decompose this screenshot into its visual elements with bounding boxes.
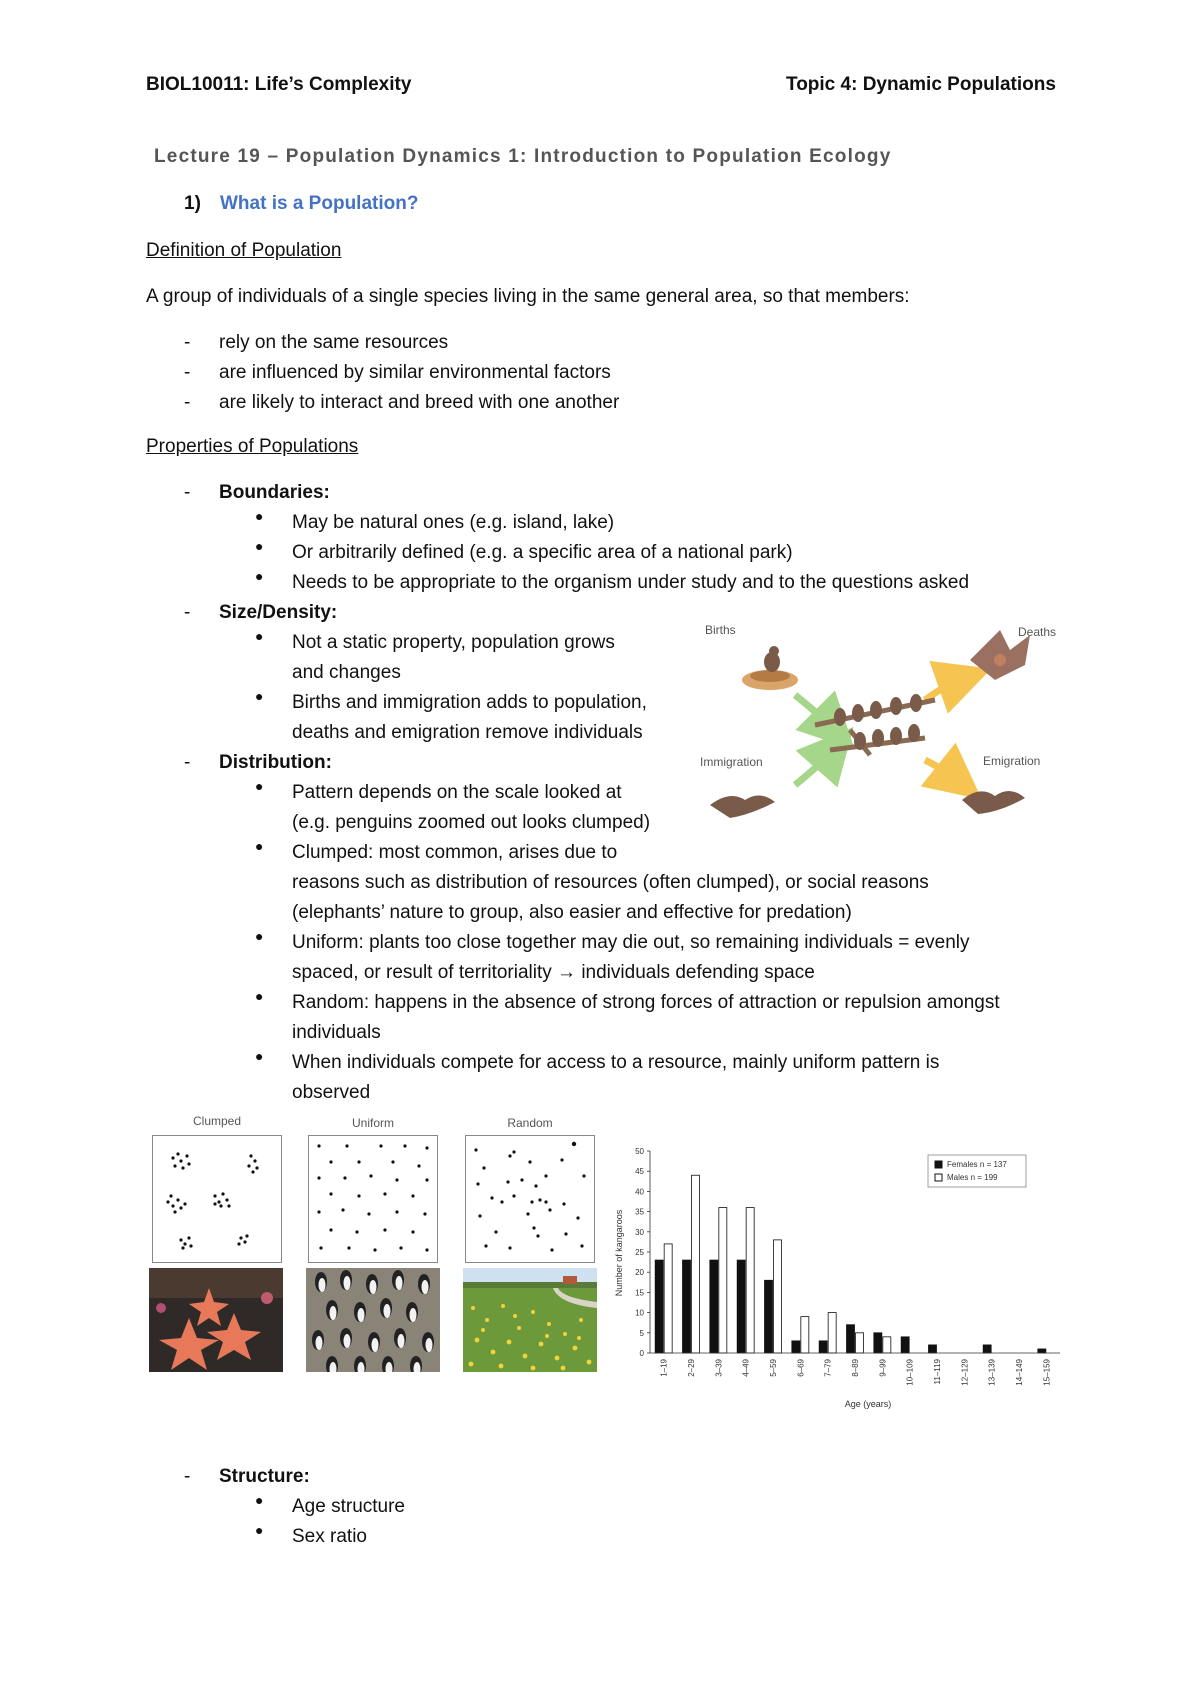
- size-item-line: and changes: [292, 662, 401, 683]
- distribution-item-line: Uniform: plants too close together may die out, so remaining individuals = evenly: [292, 932, 970, 953]
- dash-bullet: -: [184, 602, 191, 623]
- field-image: [463, 1268, 597, 1372]
- bar-males: [856, 1333, 864, 1353]
- uniform-label: Uniform: [351, 1116, 394, 1130]
- bar-females: [710, 1260, 718, 1353]
- definition-item: rely on the same resources: [219, 332, 449, 353]
- clumped-dots: [153, 1136, 281, 1262]
- x-tick-label: 13–139: [987, 1359, 997, 1386]
- clumped-dot-panel: [152, 1135, 282, 1263]
- x-tick-label: 2–29: [687, 1359, 696, 1377]
- births-label: Births: [705, 623, 736, 637]
- bar-females: [655, 1260, 663, 1353]
- dash-bullet: -: [184, 362, 191, 383]
- dot-bullet: ●: [255, 688, 264, 704]
- y-tick-label: 10: [635, 1308, 644, 1318]
- bar-females: [929, 1345, 937, 1353]
- bar-females: [683, 1260, 691, 1353]
- distribution-item-line: individuals: [292, 1022, 381, 1043]
- y-tick-label: 25: [635, 1248, 644, 1257]
- bar-males: [774, 1240, 782, 1353]
- age-structure-chart: [610, 1135, 1070, 1410]
- size-item-line: Not a static property, population grows: [292, 632, 615, 653]
- course-title: BIOL10011: Life’s Complexity: [146, 74, 412, 95]
- definition-item: are influenced by similar environmental factors: [219, 362, 611, 383]
- uniform-dots: [309, 1136, 437, 1262]
- bar-males: [746, 1208, 754, 1353]
- bar-males: [883, 1337, 891, 1353]
- immigration-arrow: [795, 748, 835, 785]
- emigration-birds-icon: [962, 791, 1025, 814]
- boundaries-label: Boundaries:: [219, 482, 330, 503]
- x-tick-label: 9–99: [878, 1359, 888, 1377]
- immigration-birds-icon: [710, 795, 775, 818]
- size-item-line: Births and immigration adds to population,: [292, 692, 647, 713]
- dot-bullet: ●: [255, 928, 264, 944]
- size-item-line: deaths and emigration remove individuals: [292, 722, 643, 743]
- structure-label: Structure:: [219, 1466, 310, 1487]
- chart-xlabel: Age (years): [844, 1399, 892, 1409]
- immigration-label: Immigration: [700, 755, 763, 769]
- random-dots: [466, 1136, 594, 1262]
- bar-males: [828, 1313, 836, 1353]
- dash-bullet: -: [184, 482, 191, 503]
- penguins-photo: [306, 1268, 440, 1372]
- x-tick-label: 5–59: [769, 1359, 778, 1377]
- dandelion-field-photo: [463, 1268, 597, 1372]
- bar-females: [792, 1341, 800, 1353]
- x-tick-label: 8–89: [851, 1359, 860, 1377]
- boundaries-item: Needs to be appropriate to the organism under study and to the questions asked: [292, 572, 970, 593]
- births-nest-icon: [742, 646, 798, 690]
- y-tick-label: 5: [639, 1328, 644, 1338]
- boundaries-item: May be natural ones (e.g. island, lake): [292, 512, 615, 533]
- bar-females: [765, 1280, 773, 1353]
- dash-bullet: -: [184, 752, 191, 773]
- definition-item: are likely to interact and breed with one another: [219, 392, 620, 413]
- chart-svg: [610, 1135, 1070, 1410]
- x-tick-label: 3–39: [714, 1359, 724, 1377]
- y-tick-label: 15: [635, 1288, 644, 1298]
- chart-legend: [928, 1155, 1026, 1187]
- chart-ylabel: Number of kangaroos: [614, 1209, 624, 1297]
- boundaries-item: Or arbitrarily defined (e.g. a specific area of a national park): [292, 542, 793, 563]
- topic-title: Topic 4: Dynamic Populations: [786, 74, 1056, 95]
- y-tick-label: 30: [635, 1227, 644, 1237]
- legend-label-females: Females n = 137: [947, 1160, 1007, 1169]
- distribution-item-line: Random: happens in the absence of strong forces of attraction or repulsion amongst: [292, 992, 1000, 1013]
- distribution-item-line: When individuals compete for access to a resource, mainly uniform pattern is: [292, 1052, 940, 1073]
- bar-females: [1038, 1349, 1046, 1353]
- bar-females: [819, 1341, 827, 1353]
- starfish-image: [149, 1268, 283, 1372]
- dot-bullet: ●: [255, 778, 264, 794]
- dash-bullet: -: [184, 392, 191, 413]
- emigration-arrow: [925, 760, 960, 782]
- bar-males: [664, 1244, 672, 1353]
- size-label: Size/Density:: [219, 602, 338, 623]
- distribution-item-line: Pattern depends on the scale looked at: [292, 782, 622, 803]
- x-tick-label: 7–79: [823, 1359, 833, 1377]
- bar-females: [983, 1345, 991, 1353]
- x-tick-label: 14–149: [1015, 1359, 1024, 1386]
- bar-females: [901, 1337, 909, 1353]
- emigration-label: Emigration: [983, 754, 1041, 768]
- clumped-label: Clumped: [192, 1114, 242, 1128]
- random-label: Random: [507, 1116, 553, 1130]
- bar-females: [737, 1260, 745, 1353]
- dot-bullet: ●: [255, 1492, 264, 1508]
- question-number: 1): [184, 193, 201, 214]
- x-tick-label: 12–129: [960, 1359, 970, 1386]
- distribution-text: individuals defending space: [581, 962, 815, 983]
- penguins-image: [306, 1268, 440, 1372]
- distribution-item-line: observed: [292, 1082, 371, 1103]
- random-dot-panel: [465, 1135, 595, 1263]
- bar-males: [801, 1317, 809, 1353]
- dot-bullet: ●: [255, 538, 264, 554]
- x-tick-label: 4–49: [741, 1359, 751, 1377]
- distribution-item-line: reasons such as distribution of resources (often clumped), or social reasons: [292, 872, 929, 893]
- dot-bullet: ●: [255, 508, 264, 524]
- definition-intro: A group of individuals of a single species living in the same general area, so that members:: [146, 286, 910, 307]
- x-tick-label: 6–69: [796, 1359, 806, 1377]
- arrow-right-icon: →: [557, 962, 577, 983]
- dot-bullet: ●: [255, 988, 264, 1004]
- structure-item: Age structure: [292, 1496, 405, 1517]
- y-tick-label: 40: [635, 1187, 644, 1197]
- deaths-arrow: [925, 678, 965, 700]
- population-flow-diagram: [700, 620, 1070, 840]
- dash-bullet: -: [184, 332, 191, 353]
- dash-bullet: -: [184, 1466, 191, 1487]
- y-tick-label: 0: [639, 1349, 644, 1358]
- properties-heading: Properties of Populations: [146, 436, 359, 457]
- lecture-title: Lecture 19 – Population Dynamics 1: Introduction to Population Ecology: [154, 146, 892, 167]
- dot-bullet: ●: [255, 1522, 264, 1538]
- uniform-dot-panel: [308, 1135, 438, 1263]
- y-tick-label: 20: [635, 1268, 644, 1278]
- definition-heading: Definition of Population: [146, 240, 342, 261]
- y-tick-label: 50: [635, 1147, 644, 1156]
- dot-bullet: ●: [255, 1048, 264, 1064]
- distribution-item-line: (elephants’ nature to group, also easier and effective for predation): [292, 902, 852, 923]
- bar-females: [874, 1333, 882, 1353]
- bar-males: [692, 1175, 700, 1353]
- distribution-text: spaced, or result of territoriality: [292, 962, 552, 983]
- y-tick-label: 35: [635, 1207, 644, 1217]
- deaths-label: Deaths: [1018, 625, 1057, 639]
- x-tick-label: 10–109: [905, 1359, 915, 1386]
- y-tick-label: 45: [635, 1167, 644, 1177]
- distribution-item-line: [292, 958, 815, 988]
- bar-females: [847, 1325, 855, 1353]
- x-tick-label: 1–19: [659, 1359, 669, 1377]
- distribution-item-line: Clumped: most common, arises due to: [292, 842, 618, 863]
- legend-swatch-males: [935, 1174, 942, 1181]
- dot-bullet: ●: [255, 838, 264, 854]
- question-heading: What is a Population?: [220, 193, 419, 214]
- bar-males: [719, 1208, 727, 1353]
- legend-swatch-females: [935, 1161, 942, 1168]
- starfish-photo: [149, 1268, 283, 1372]
- legend-label-males: Males n = 199: [947, 1173, 998, 1182]
- distribution-item-line: (e.g. penguins zoomed out looks clumped): [292, 812, 651, 833]
- flow-diagram-svg: [700, 620, 1070, 840]
- dot-bullet: ●: [255, 628, 264, 644]
- x-tick-label: 11–119: [933, 1359, 942, 1385]
- structure-item: Sex ratio: [292, 1526, 367, 1547]
- distribution-label: Distribution:: [219, 752, 332, 773]
- dot-bullet: ●: [255, 568, 264, 584]
- x-tick-label: 15–159: [1042, 1359, 1052, 1386]
